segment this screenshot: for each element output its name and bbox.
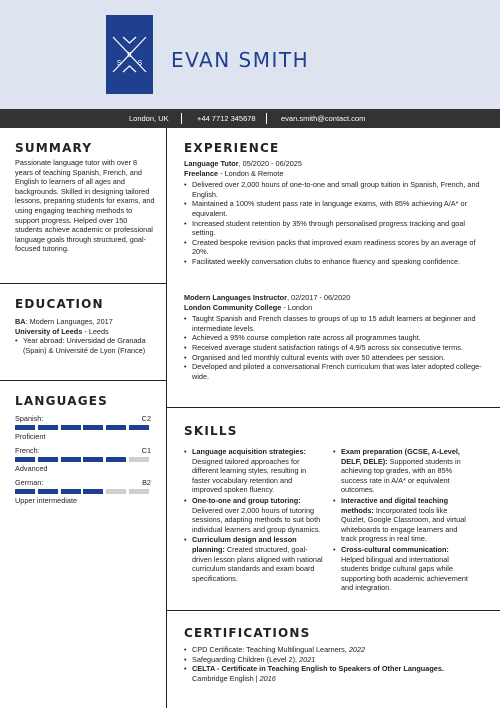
skill-title: One-to-one and group tutoring: xyxy=(192,495,301,505)
experience-heading: EXPERIENCE xyxy=(184,141,280,155)
candidate-name: EVAN SMITH xyxy=(171,48,310,72)
proficiency-segment xyxy=(106,489,126,494)
skill-text: Helped bilingual and international students bridge cultural gaps while supporting both academic achievement and integration. xyxy=(341,554,468,593)
job-dates: , 02/2017 - 06/2020 xyxy=(286,293,351,302)
job-bullet: • Facilitated weekly conversation clubs to enhance fluency and speaking confidence. xyxy=(184,257,490,267)
column-divider xyxy=(166,128,167,708)
skill-title: Language acquisition strategies: xyxy=(192,447,306,456)
proficiency-segment xyxy=(38,425,58,430)
certification-item: • Safeguarding Children (Level 2), 2021 xyxy=(184,655,490,665)
skill-title: Exam preparation (GCSE, A-Level, DELF, DELE): xyxy=(341,447,460,466)
job-title: Modern Languages Instructor xyxy=(184,293,287,302)
skills-heading: SKILLS xyxy=(184,424,238,438)
job-company-line xyxy=(184,303,490,313)
certification-name: CELTA - Certificate in Teaching English to Speakers of Other Languages. xyxy=(192,664,444,674)
job-bullet: • Maintained a 100% student pass rate in language exams, with 85% achieving A/A* or equivalent. xyxy=(184,199,490,218)
logo-letter-top: E xyxy=(127,52,132,59)
proficiency-segment xyxy=(38,457,58,462)
contact-divider xyxy=(266,113,267,124)
skill-title: Interactive and digital teaching methods: xyxy=(341,495,449,515)
proficiency-segment xyxy=(61,425,81,430)
language-level: C2 xyxy=(141,414,151,423)
skill-item xyxy=(184,447,324,495)
contact-bar xyxy=(0,109,500,128)
monogram-logo xyxy=(106,15,153,94)
proficiency-segment xyxy=(38,489,58,494)
skill-item xyxy=(184,535,324,583)
job-dates: , 05/2020 - 06/2025 xyxy=(238,159,302,168)
skill-title: Curriculum design and lesson planning: xyxy=(192,535,297,554)
job-bullet: • Developed and piloted a conversational French curriculum that was later adopted college-wide. xyxy=(184,362,490,381)
proficiency-segment xyxy=(83,489,103,494)
job-title-line xyxy=(184,293,490,303)
language-name: Spanish: xyxy=(15,414,44,423)
job-bullet: • Organised and led monthly cultural events with over 50 attendees per session. xyxy=(184,353,490,363)
job-location: - London xyxy=(281,302,313,312)
job-location: - London & Remote xyxy=(218,168,284,178)
proficiency-segment xyxy=(106,425,126,430)
job-entry xyxy=(184,159,490,267)
skill-item xyxy=(184,496,324,534)
education-degree: BA xyxy=(15,317,26,326)
summary-heading: SUMMARY xyxy=(15,141,93,155)
job-company-line xyxy=(184,169,490,179)
proficiency-segment xyxy=(61,457,81,462)
proficiency-segment xyxy=(83,457,103,462)
language-label: Upper intermediate xyxy=(15,496,78,505)
certification-year: 2016 xyxy=(259,673,276,683)
job-bullet: • Taught Spanish and French classes to groups of up to 15 adult learners at beginner and intermediate levels. xyxy=(184,314,490,333)
education-block xyxy=(15,317,160,355)
language-label: Proficient xyxy=(15,432,46,441)
certification-item: • CPD Certificate: Teaching Multilingual Learners, 2022 xyxy=(184,645,490,655)
skill-item xyxy=(333,447,473,495)
proficiency-segment xyxy=(129,457,149,462)
skill-item xyxy=(333,496,473,544)
contact-divider xyxy=(181,113,182,124)
proficiency-segment xyxy=(15,425,35,430)
skills-list-right xyxy=(333,447,473,594)
language-level: B2 xyxy=(142,478,151,487)
section-divider xyxy=(166,610,500,611)
education-degree-line xyxy=(15,317,160,327)
language-level: C1 xyxy=(141,446,151,455)
section-divider xyxy=(0,380,166,381)
proficiency-segment xyxy=(61,489,81,494)
job-bullet: • Delivered over 2,000 hours of one-to-one and small group tuition in Spanish, French, and English. xyxy=(184,180,490,199)
language-name: German: xyxy=(15,478,44,487)
skill-title: Cross-cultural communication: xyxy=(341,544,449,554)
language-name: French: xyxy=(15,446,40,455)
job-company: Freelance xyxy=(184,168,219,178)
section-divider xyxy=(166,407,500,408)
skill-text: Designed tailored approaches for different learning styles, resulting in faster vocabulary retention and improved spoken fluency. xyxy=(192,456,307,495)
education-location: - Leeds xyxy=(82,326,109,336)
proficiency-segment xyxy=(15,457,35,462)
logo-letter-left: S xyxy=(116,60,122,67)
certification-issuer: Cambridge English xyxy=(192,673,254,683)
proficiency-segment xyxy=(106,457,126,462)
skill-text: Incorporated tools like Quizlet, Google Classroom, and virtual whiteboards to engage learners and track progress in real time. xyxy=(341,505,466,544)
proficiency-segment xyxy=(83,425,103,430)
job-company: London Community College xyxy=(184,302,282,312)
proficiency-segment xyxy=(129,489,149,494)
proficiency-segment xyxy=(15,489,35,494)
proficiency-segment xyxy=(129,425,149,430)
contact-email[interactable]: evan.smith@contact.com xyxy=(281,114,366,123)
certification-year: 2022 xyxy=(348,645,366,654)
contact-location: London, UK xyxy=(129,114,169,123)
certification-name: Safeguarding Children (Level 2) xyxy=(192,654,296,664)
skills-list-left xyxy=(184,447,324,584)
education-heading: EDUCATION xyxy=(15,297,104,311)
education-school: University of Leeds xyxy=(15,326,83,336)
job-bullet: • Created bespoke revision packs that improved exam readiness scores by an average of 20%. xyxy=(184,238,490,257)
education-school-line xyxy=(15,327,160,337)
contact-phone[interactable]: +44 7712 345678 xyxy=(197,114,256,123)
skill-text: Created structured, goal-driven lesson plans aligned with national curriculum standards and exam board specifications. xyxy=(192,544,323,583)
language-label: Advanced xyxy=(15,464,48,473)
summary-text: Passionate language tutor with over 8 years of teaching Spanish, French, and English to learners of all ages and backgrounds. Skilled in designing tailored lessons, preparing students for exams, and using engaging teaching methods to support progress. Helped over 150 students achieve academic or professional language goals through structured, goal-focused tutoring. xyxy=(15,158,155,254)
education-field: : Modern Languages, 2017 xyxy=(25,317,113,326)
education-bullets xyxy=(15,336,160,355)
job-title-line xyxy=(184,159,490,169)
job-entry xyxy=(184,293,490,381)
job-bullet: • Received average student satisfaction ratings of 4.9/5 across six consecutive terms. xyxy=(184,343,490,353)
certifications-list xyxy=(184,645,490,683)
certification-name: CPD Certificate: Teaching Multilingual Learners xyxy=(192,645,345,654)
languages-heading: LANGUAGES xyxy=(15,394,108,408)
section-divider xyxy=(0,283,166,284)
job-title: Language Tutor xyxy=(184,159,239,168)
education-bullet: • Year abroad: Universidad de Granada (Spain) & Université de Lyon (France) xyxy=(15,336,160,355)
certifications-heading: CERTIFICATIONS xyxy=(184,626,311,640)
skill-text: Supported students in achieving top grades, with an 85% success rate in A/A* or equivalent outcomes. xyxy=(341,456,461,495)
job-bullet: • Increased student retention by 35% through personalised progress tracking and goal setting. xyxy=(184,219,490,238)
job-bullet: • Achieved a 95% course completion rate across all programmes taught. xyxy=(184,333,490,343)
job-bullets xyxy=(184,314,490,381)
job-bullets xyxy=(184,180,490,266)
skill-item xyxy=(333,545,473,593)
certification-year: 2021 xyxy=(299,654,316,664)
skill-text: Delivered over 2,000 hours of tutoring sessions, adapting methods to suit both individual learners and group dynamics. xyxy=(192,505,321,534)
certification-item: • CELTA - Certificate in Teaching English to Speakers of Other Languages. Cambridge English | 2016 xyxy=(184,664,490,683)
logo-letter-right: S xyxy=(137,60,143,67)
